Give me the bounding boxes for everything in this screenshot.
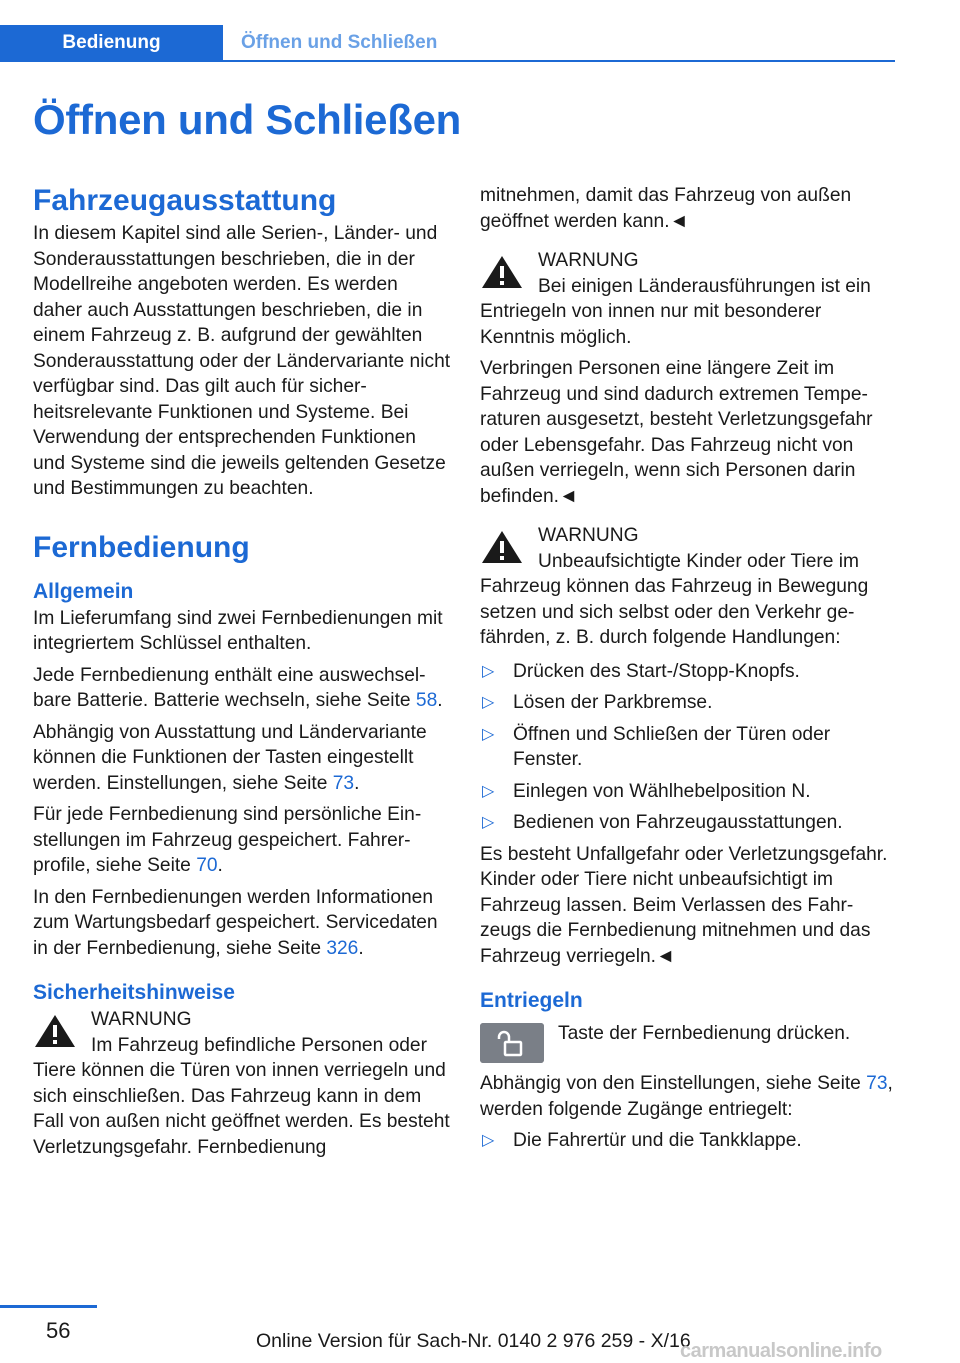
subsection-title-sicherheitshinweise: Sicherheitshinweise — [33, 981, 235, 1004]
warning-label: WARNUNG — [91, 1009, 192, 1030]
link-page-326[interactable]: 326 — [326, 937, 359, 959]
list-item: ▷ Einlegen von Wählhebelposition N. — [480, 779, 895, 805]
unlock-instruction — [480, 1021, 895, 1063]
unlock-text: Taste der Fernbedienung drücken. — [558, 1023, 851, 1044]
bullet-triangle-icon: ▷ — [482, 814, 495, 831]
paragraph-unfallgefahr: Es besteht Unfallgefahr oder Verletzungsgefahr. Kinder oder Tiere nicht unbeaufsichtigt im Fahrzeug lassen. Beim Verlassen des Fahrzeugs die Fernbedienung mitnehmen und das Fahrzeug verriegeln.◄ — [480, 843, 888, 967]
warning-triangle-icon — [480, 529, 524, 565]
bullet-triangle-icon: ▷ — [482, 662, 495, 680]
bullet-triangle-icon: ▷ — [482, 694, 495, 711]
warning-label: WARNUNG — [538, 250, 639, 271]
watermark: carmanualsonline.info — [680, 1340, 882, 1362]
paragraph-temperaturen: Verbringen Personen eine längere Zeit im Fahrzeug und sind dadurch extremen Temperaturen ausgesetzt, besteht Verletzungsgefahr oder Lebensgefahr. Das Fahrzeug nicht von außen verriegeln, wenn sich Personen darin befinden.◄ — [480, 358, 873, 507]
paragraph-lieferumfang: Im Lieferumfang sind zwei Fernbedienungen mit integriertem Schlüssel enthalten. — [33, 607, 443, 654]
header-divider — [0, 60, 895, 62]
paragraph-continuation: mitnehmen, damit das Fahrzeug von außen geöffnet werden kann.◄ — [480, 185, 852, 232]
link-page-73[interactable]: 73 — [332, 772, 355, 794]
paragraph-fahrzeugausstattung: In diesem Kapitel sind alle Serien-, Länder- und Sonderausstattungen beschrieben, die in der Modellreihe angeboten werden. Es werden daher auch Ausstattungen beschrieben, die in einem Fahrzeug z. B. aufgrund der gewählten Sonderausstattung oder der Ländervariante nicht verfügbar sind. Das gilt auch für sicherheitsrelevante Funktionen und Systeme. Bei Verwendung der entsprechenden Funktionen und Systeme sind die jeweils geltenden Gesetze und Bestimmungen zu beachten. — [33, 223, 451, 499]
right-column — [480, 183, 895, 1160]
tab-bedienung[interactable]: Bedienung — [0, 25, 223, 61]
warning-block-3 — [480, 523, 895, 651]
bullet-list-zugaenge — [480, 1128, 895, 1154]
link-page-73[interactable]: 73 — [866, 1073, 888, 1094]
left-column — [33, 183, 451, 1160]
bullet-list-handlungen — [480, 659, 895, 836]
section-title-fernbedienung: Fernbedienung — [33, 530, 250, 564]
link-page-70[interactable]: 70 — [196, 855, 218, 876]
warning-text: Unbeaufsichtigte Kinder oder Tiere im Fahrzeug können das Fahrzeug in Bewegung setzen und sich selbst oder den Verkehr gefährden, z. B. durch folgende Handlungen: — [480, 550, 869, 648]
bullet-triangle-icon: ▷ — [482, 725, 495, 743]
paragraph-fahrerprofile: Für jede Fernbedienung sind persönliche Einstellungen im Fahrzeug gespeichert. Fahrerprofile, siehe Seite 70. — [33, 804, 422, 876]
warning-label: WARNUNG — [538, 525, 639, 546]
paragraph-tasten: Abhängig von Ausstattung und Ländervariante können die Funktionen der Tasten eingestellt werden. Einstellungen, siehe Seite 73. — [33, 721, 427, 794]
link-page-58[interactable]: 58 — [415, 690, 438, 711]
footer-note: Online Version für Sach-Nr. 0140 2 976 259 - X/16 — [256, 1330, 691, 1352]
list-item: ▷ Die Fahrertür und die Tankklappe. — [480, 1128, 895, 1154]
paragraph-servicedaten: In den Fernbedienungen werden Informationen zum Wartungsbedarf gespeichert. Servicedaten in der Fernbedienung, siehe Seite 326. — [33, 886, 438, 959]
list-item: ▷ Bedienen von Fahrzeugausstattungen. — [480, 810, 895, 836]
section-title-fahrzeugausstattung: Fahrzeugausstattung — [33, 184, 337, 217]
list-item: ▷ Drücken des Start-/Stopp-Knopfs. — [480, 659, 895, 685]
page-title: Öffnen und Schließen — [33, 96, 462, 143]
warning-block-1 — [33, 1007, 451, 1160]
page-header — [0, 25, 895, 61]
paragraph-zugaenge: Abhängig von den Einstellungen, siehe Seite 73, werden folgende Zugänge entriegelt: — [480, 1073, 893, 1120]
warning-triangle-icon — [480, 254, 524, 290]
tab-oeffnen-und-schliessen[interactable]: Öffnen und Schließen — [241, 32, 438, 53]
list-item: ▷ Lösen der Parkbremse. — [480, 690, 895, 716]
subsection-title-entriegeln: Entriegeln — [480, 989, 583, 1012]
bullet-triangle-icon: ▷ — [482, 1132, 495, 1149]
warning-text: Im Fahrzeug befindliche Personen oder Tiere können die Türen von innen verriegeln und sich einschließen. Das Fahrzeug kann in dem Fall von außen nicht geöffnet werden. Es besteht Verletzungsgefahr. Fernbedienung — [33, 1034, 450, 1158]
list-item: ▷ Öffnen und Schließen der Türen oder Fenster. — [482, 723, 831, 770]
warning-text: Bei einigen Länderausführungen ist ein Entriegeln von innen nur mit besonderer Kenntnis möglich. — [480, 275, 871, 348]
subsection-title-allgemein: Allgemein — [33, 579, 134, 603]
warning-block-2 — [480, 248, 895, 350]
warning-triangle-icon — [33, 1013, 77, 1049]
footer-divider — [0, 1305, 97, 1308]
paragraph-batterie: Jede Fernbedienung enthält eine auswechselbare Batterie. Batterie wechseln, siehe Seite 58. — [33, 664, 443, 711]
bullet-triangle-icon: ▷ — [482, 782, 495, 800]
page-number: 56 — [46, 1318, 71, 1343]
unlock-key-icon — [480, 1023, 544, 1063]
